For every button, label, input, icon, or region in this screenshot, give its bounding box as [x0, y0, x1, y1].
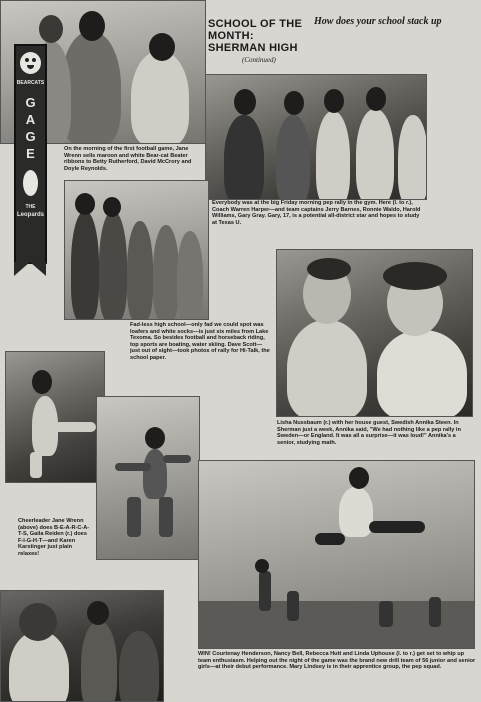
- ribbon-letter: A: [25, 112, 36, 127]
- photo-pep-rally: [205, 74, 427, 200]
- ribbon-letters: [16, 94, 45, 162]
- bearcats-ribbon: [14, 44, 47, 264]
- caption-ribbon-sale: On the morning of the first football game, Jane Wrenn sells maroon and white Bear-cat Beater ribbons to Betty Rutherford, David McCrory and Doyle Reynolds.: [64, 146, 192, 172]
- ribbon-top-text: BEARCATS: [16, 80, 45, 86]
- continued-label: (Continued): [242, 56, 276, 64]
- football-icon: [23, 170, 38, 196]
- photo-crowd-seated: [64, 180, 209, 320]
- ribbon-letter: E: [26, 146, 35, 161]
- running-head: How does your school stack up: [314, 16, 442, 27]
- tiger-emblem-icon: [20, 52, 41, 74]
- photo-cheerleader-gaila: [96, 396, 200, 560]
- ribbon-small-text: THE: [25, 204, 36, 210]
- caption-win: WIN! Courtenay Henderson, Nancy Bell, Rebecca Hutt and Linda Uphouse (l. to r.) get set to whip up team enthusiasm. Helping out the night of the game was the brand new drill team of 56 junior and senior girls—at their debut performance. Mary Lindsey is in their apprentice group, the pep squad.: [198, 651, 476, 671]
- photo-crowd-stands: [0, 590, 164, 702]
- caption-pep-rally: Everybody was at the big Friday morning pep rally in the gym. Here (l. to r.), Coach Warren Harper—and team captains Jerry Barnes, Ronnie Waldo, Harold Williams, Gary Gray. Gary, 17, is a potential all-district star and hopes to study at Texas U.: [212, 200, 421, 226]
- photo-drill-team: [198, 460, 475, 649]
- photo-house-guest: [276, 249, 473, 417]
- caption-fads: Fad-less high school—only fad we could spot was loafers and white socks—is just six miles from Lake Texoma. So besides football and horseback riding, top sports are boating, water skiing. Dave Scott—just out of sight—took photos of rally for Hi-Talk, the school paper.: [130, 322, 270, 361]
- page-title: SCHOOL OF THE MONTH: SHERMAN HIGH: [208, 18, 303, 54]
- ribbon-letter: G: [25, 129, 36, 144]
- ribbon-tail: [14, 262, 46, 276]
- ribbon-bottom-text: Leopards: [16, 212, 44, 218]
- caption-cheerleaders: Cheerleader Jane Wrenn (above) does B-E-A-R-C-A-T-S, Gaila Reiden (r.) does F-I-G-H-T—and Karen Karstinger just plain relaxes!: [18, 518, 90, 557]
- photo-cheerleader-jane: [5, 351, 105, 483]
- ribbon-letter: G: [25, 95, 36, 110]
- caption-house-guest: Lisha Nussbaum (r.) with her house guest, Swedish Annika Steen. In Sherman just a week, Annika said, "We had nothing like a pep rally in Sweden—or England. It was all a surprise—it was loud!" Annika's a senior, studying math.: [277, 420, 461, 446]
